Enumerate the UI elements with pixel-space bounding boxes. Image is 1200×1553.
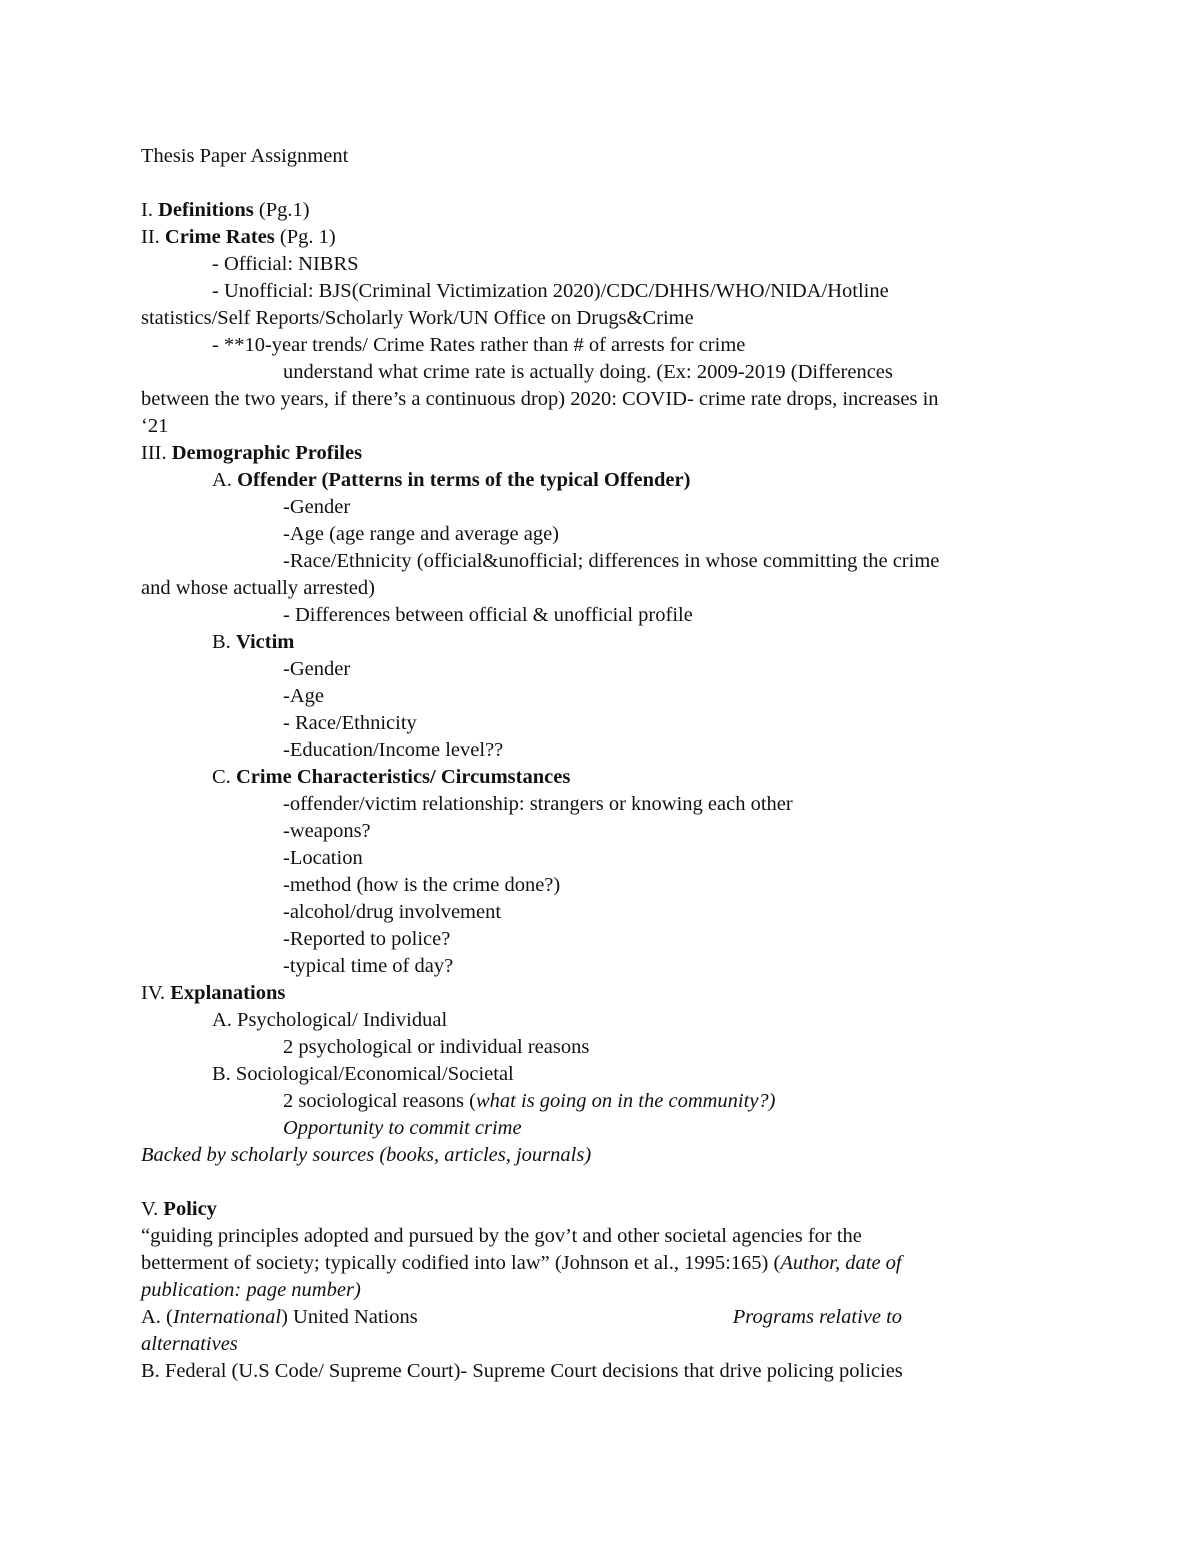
list-item: - Race/Ethnicity	[283, 712, 417, 734]
list-item-continued: statistics/Self Reports/Scholarly Work/UN Office on Drugs&Crime	[141, 307, 694, 329]
list-item: - **10-year trends/ Crime Rates rather than # of arrests for crime	[212, 334, 746, 356]
list-item-detail: understand what crime rate is actually doing. (Ex: 2009-2019 (Differences	[283, 361, 893, 383]
list-item: -Age	[283, 685, 324, 707]
subsection-victim: B. Victim	[212, 631, 295, 653]
list-item: -Location	[283, 847, 363, 869]
list-item: -Reported to police?	[283, 928, 451, 950]
note-backed-by-sources: Backed by scholarly sources (books, articles, journals)	[141, 1144, 592, 1166]
list-item: -offender/victim relationship: strangers or knowing each other	[283, 793, 793, 815]
subsection-crime-characteristics: C. Crime Characteristics/ Circumstances	[212, 766, 571, 788]
list-item: -weapons?	[283, 820, 371, 842]
section-heading: Demographic Profiles	[171, 442, 363, 464]
policy-quote-line: publication: page number)	[141, 1279, 361, 1301]
subsection-psychological: A. Psychological/ Individual	[212, 1009, 448, 1031]
list-item: -typical time of day?	[283, 955, 454, 977]
list-item: -Age (age range and average age)	[283, 523, 559, 545]
list-item-continued: ‘21	[141, 415, 169, 437]
policy-quote-line: betterment of society; typically codified into law” (Johnson et al., 1995:165) (Author, date of	[141, 1252, 902, 1274]
spacer	[141, 1169, 1061, 1196]
programs-note-continued: alternatives	[141, 1333, 238, 1355]
subsection-sociological: B. Sociological/Economical/Societal	[212, 1063, 514, 1085]
policy-item-international: A. (International) United Nations Programs relative to	[141, 1306, 903, 1328]
list-item: -Gender	[283, 658, 351, 680]
document-page	[141, 143, 1061, 1385]
list-item: -Education/Income level??	[283, 739, 504, 761]
section-heading: Definitions	[158, 199, 254, 221]
list-item: - Differences between official & unofficial profile	[283, 604, 693, 626]
list-item: -method (how is the crime done?)	[283, 874, 561, 896]
section-definitions: I. Definitions (Pg.1)	[141, 199, 310, 221]
policy-item-federal: B. Federal (U.S Code/ Supreme Court)- Supreme Court decisions that drive policing policies	[141, 1360, 903, 1382]
section-heading: Crime Rates	[164, 226, 275, 248]
list-item: -Gender	[283, 496, 351, 518]
list-item: Opportunity to commit crime	[283, 1117, 522, 1139]
section-demographic-profiles: III. Demographic Profiles	[141, 442, 363, 464]
policy-quote-line: “guiding principles adopted and pursued by the gov’t and other societal agencies for the	[141, 1225, 862, 1247]
section-policy: V. Policy	[141, 1198, 217, 1220]
list-item: -Race/Ethnicity (official&unofficial; differences in whose committing the crime	[283, 550, 940, 572]
list-item: - Official: NIBRS	[212, 253, 359, 275]
programs-note: Programs relative to	[732, 1306, 903, 1328]
list-item-continued: and whose actually arrested)	[141, 577, 375, 599]
document-title: Thesis Paper Assignment	[141, 145, 349, 167]
section-heading: Policy	[163, 1198, 217, 1220]
section-explanations: IV. Explanations	[141, 982, 286, 1004]
list-item-continued: between the two years, if there’s a continuous drop) 2020: COVID- crime rate drops, increases in	[141, 388, 939, 410]
list-item: -alcohol/drug involvement	[283, 901, 502, 923]
list-item: - Unofficial: BJS(Criminal Victimization 2020)/CDC/DHHS/WHO/NIDA/Hotline	[212, 280, 889, 302]
list-item: 2 psychological or individual reasons	[283, 1036, 590, 1058]
list-item: 2 sociological reasons (what is going on in the community?)	[283, 1090, 776, 1112]
section-heading: Explanations	[170, 982, 286, 1004]
subsection-offender: A. Offender (Patterns in terms of the typical Offender)	[212, 469, 691, 491]
section-crime-rates: II. Crime Rates (Pg. 1)	[141, 226, 336, 248]
